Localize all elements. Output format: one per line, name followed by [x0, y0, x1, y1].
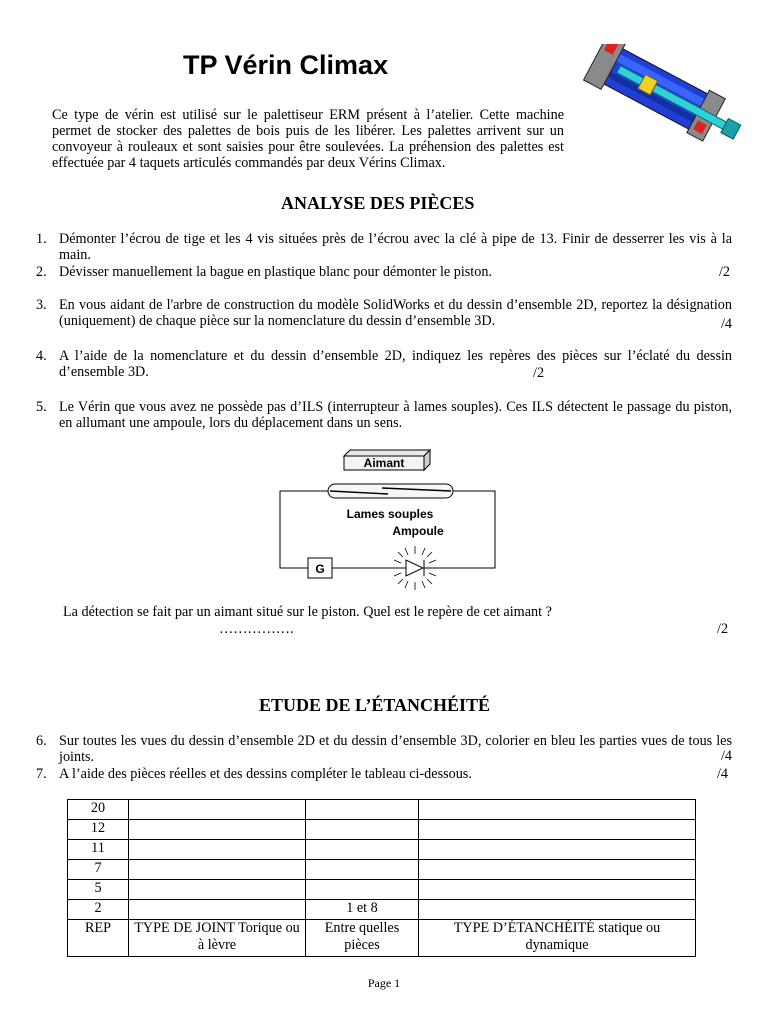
detection-question: La détection se fait par un aimant situé sur le piston. Quel est le repère de cet aimant ? — [63, 604, 552, 620]
table-cell[interactable] — [129, 880, 306, 900]
item-score: /4 — [720, 748, 732, 764]
table-cell[interactable] — [419, 860, 696, 880]
item-text: A l’aide des pièces réelles et des dessins compléter le tableau ci-dessous. — [59, 766, 472, 782]
table-row — [68, 880, 696, 900]
lames-label: Lames souples — [346, 507, 434, 521]
intro-paragraph: Ce type de vérin est utilisé sur le palettiseur ERM présent à l’atelier. Cette machine permet de stocker des palettes de bois puis de les libérer. Les palettes arrivent sur un convoyeur à rouleaux et sont saisies pour être soulevées. La préhension des palettes est effectuée par 4 taquets articulés commandés par deux Vérins Climax. — [52, 107, 564, 171]
table-cell[interactable] — [129, 840, 306, 860]
table-cell-rep: 20 — [68, 800, 129, 820]
item-number: 1. — [36, 231, 47, 247]
item-number: 6. — [36, 733, 47, 749]
list-item — [36, 348, 732, 380]
item-text: Le Vérin que vous avez ne possède pas d’ILS (interrupteur à lames souples). Ces ILS détectent le passage du piston, en allumant une ampoule, lors du déplacement dans un sens. — [59, 399, 732, 431]
item-number: 4. — [36, 348, 47, 364]
item-text: En vous aidant de l'arbre de construction du modèle SolidWorks et du dessin d’ensemble 2D, reportez la désignation (uniquement) de chaque pièce sur la nomenclature du dessin d’ensemble 3D. — [59, 297, 732, 329]
table-cell[interactable] — [129, 860, 306, 880]
table-cell-rep: 7 — [68, 860, 129, 880]
item-score: /4 — [720, 316, 732, 332]
circuit-wire — [440, 491, 495, 568]
table-row — [68, 820, 696, 840]
list-item — [36, 231, 732, 263]
table-cell[interactable] — [129, 820, 306, 840]
lamp-symbol — [406, 560, 423, 576]
table-cell[interactable] — [419, 800, 696, 820]
item-text: A l’aide de la nomenclature et du dessin d’ensemble 2D, indiquez les repères des pièces sur l’éclaté du dessin d’ensemble 3D. — [59, 348, 732, 380]
table-cell[interactable] — [419, 880, 696, 900]
item-number: 2. — [36, 264, 47, 280]
list-item — [36, 399, 732, 431]
table-cell[interactable] — [129, 900, 306, 920]
table-row — [68, 800, 696, 820]
item-number: 5. — [36, 399, 47, 415]
etancheite-table — [67, 799, 696, 957]
table-row — [68, 860, 696, 880]
table-header-etancheite: TYPE D’ÉTANCHÉITÉ statique ou dynamique — [419, 920, 696, 957]
detection-answer-blank: ……………. — [219, 621, 294, 637]
table-cell-rep: 12 — [68, 820, 129, 840]
item-score: /2 — [533, 365, 545, 381]
page-title: TP Vérin Climax — [183, 50, 389, 80]
item-score: /2 — [718, 264, 730, 280]
table-cell-rep: 2 — [68, 900, 129, 920]
table-cell[interactable] — [419, 900, 696, 920]
table-cell[interactable] — [306, 820, 419, 840]
item-text: Sur toutes les vues du dessin d’ensemble 2D et du dessin d’ensemble 3D, colorier en bleu les parties vues de tous les joints. — [59, 733, 732, 765]
table-cell[interactable] — [306, 840, 419, 860]
page-number: Page 1 — [367, 976, 401, 990]
item-score: /4 — [716, 766, 728, 782]
section-heading-etancheite: ETUDE DE L’ÉTANCHÉITÉ — [259, 695, 491, 715]
item-number: 7. — [36, 766, 47, 782]
table-cell[interactable] — [306, 860, 419, 880]
item-text: Démonter l’écrou de tige et les 4 vis situées près de l’écrou avec la clé à pipe de 13. Finir de desserrer les vis à la main. — [59, 231, 732, 263]
table-header-rep: REP — [68, 920, 129, 957]
generator-label: G — [315, 562, 325, 576]
table-header-row — [68, 920, 696, 957]
table-cell[interactable] — [306, 800, 419, 820]
ampoule-label: Ampoule — [392, 524, 444, 538]
reed-switch-capsule — [328, 484, 453, 498]
detection-score: /2 — [717, 621, 729, 637]
table-cell[interactable] — [419, 820, 696, 840]
aimant-label: Aimant — [363, 456, 405, 470]
item-text: Dévisser manuellement la bague en plastique blanc pour démonter le piston. — [59, 264, 492, 280]
table-header-joint: TYPE DE JOINT Torique ou à lèvre — [129, 920, 306, 957]
table-cell[interactable]: 1 et 8 — [306, 900, 419, 920]
table-row — [68, 900, 696, 920]
cylinder-illustration — [578, 44, 748, 162]
list-item — [36, 766, 732, 782]
list-item — [36, 733, 732, 765]
section-heading-analyse: ANALYSE DES PIÈCES — [281, 193, 475, 213]
list-item — [36, 297, 732, 332]
list-item — [36, 264, 732, 280]
table-cell[interactable] — [306, 880, 419, 900]
table-cell-rep: 11 — [68, 840, 129, 860]
ils-circuit-diagram — [258, 442, 508, 602]
table-cell[interactable] — [129, 800, 306, 820]
item-number: 3. — [36, 297, 47, 313]
circuit-wire — [280, 491, 328, 568]
table-row — [68, 840, 696, 860]
table-cell-rep: 5 — [68, 880, 129, 900]
table-header-pieces: Entre quelles pièces — [306, 920, 419, 957]
table-cell[interactable] — [419, 840, 696, 860]
